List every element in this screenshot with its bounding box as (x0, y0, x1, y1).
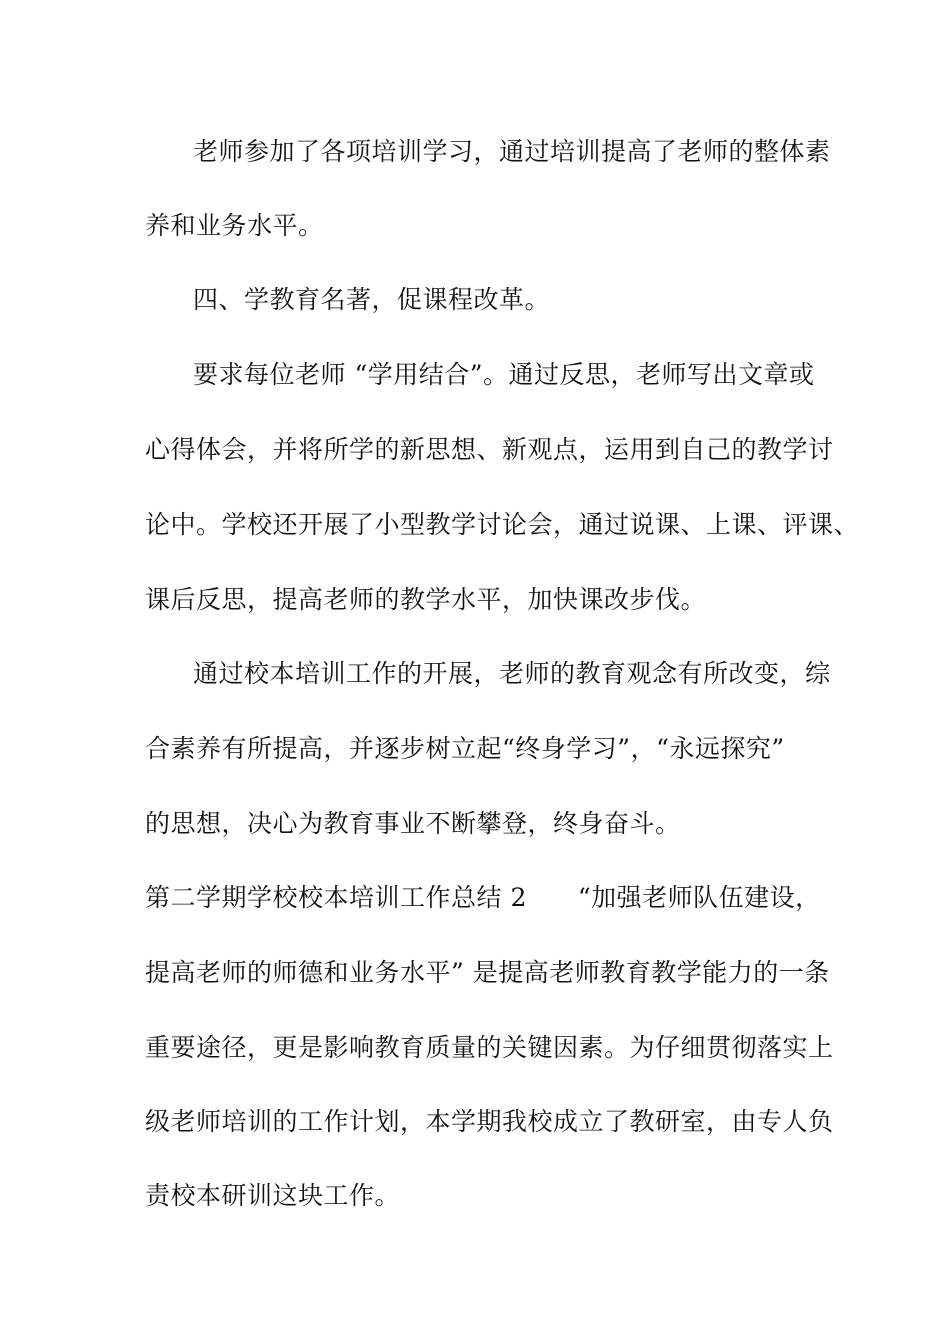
text-line: 的思想，决心为教育事业不断攀登，终身奋斗。 (145, 809, 681, 838)
text-line: 养和业务水平。 (145, 211, 324, 240)
text-line: 通过校本培训工作的开展，老师的教育观念有所改变，综 (193, 659, 831, 688)
text-line: 老师参加了各项培训学习，通过培训提高了老师的整体素 (193, 137, 831, 166)
text-line: 要求每位老师 “学用结合”。通过反思，老师写出文章或 (193, 360, 815, 389)
section-heading: 四、学教育名著，促课程改革。 (193, 285, 551, 314)
text-line: 重要途径，更是影响教育质量的关键因素。为仔细贯彻落实上 (145, 1033, 834, 1062)
text-line: 责校本研训这块工作。 (145, 1181, 401, 1210)
text-line: 论中。学校还开展了小型教学讨论会，通过说课、上课、评课、 (145, 510, 860, 539)
text-line: 合素养有所提高，并逐步树立起“终身学习”，“永远探究” (145, 734, 785, 763)
text-line: 课后反思，提高老师的教学水平，加快课改步伐。 (145, 585, 707, 614)
text-line: 提高老师的师德和业务水平” 是提高老师教育教学能力的一条 (145, 958, 830, 987)
text-line: 级老师培训的工作计划，本学期我校成立了教研室，由专人负 (145, 1107, 834, 1136)
section-title-line: 第二学期学校校本培训工作总结 2 “加强老师队伍建设， (145, 883, 821, 912)
text-line: 心得体会，并将所学的新思想、新观点，运用到自己的教学讨 (145, 435, 834, 464)
